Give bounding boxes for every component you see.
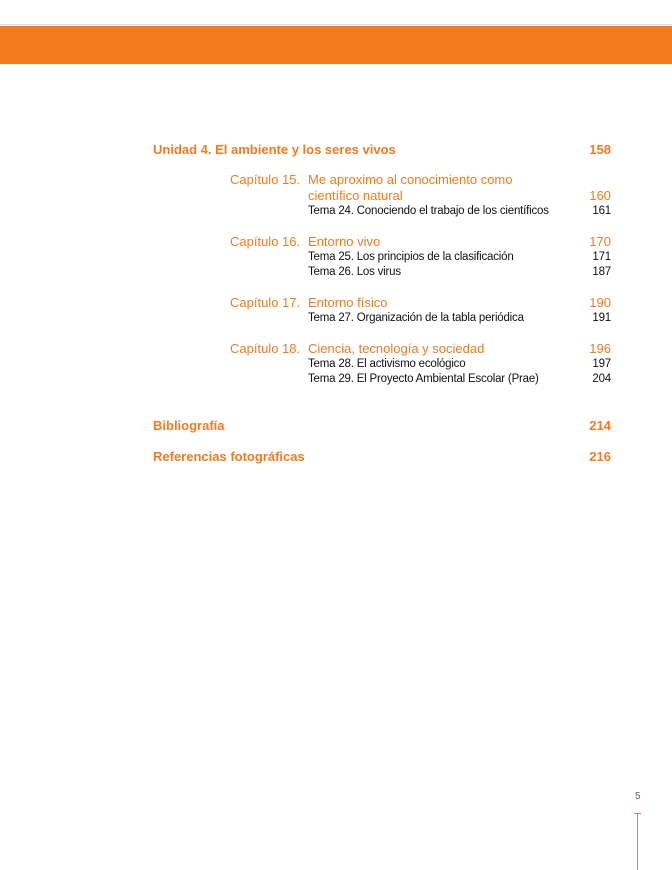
topic-label: Tema 27. Organización de la tabla periódica — [308, 312, 524, 324]
topic-label: Tema 29. El Proyecto Ambiental Escolar (Prae) — [308, 373, 539, 385]
chapter-number: Capítulo 15. — [230, 172, 301, 187]
chapter-number: Capítulo 18. — [230, 341, 301, 356]
toc-photo-references[interactable] — [153, 449, 611, 467]
page-marker-line — [637, 813, 638, 870]
back-matter-page: 216 — [589, 449, 611, 464]
toc-topic-27[interactable] — [308, 312, 611, 327]
chapter-page: 170 — [589, 234, 611, 249]
toc-unit-4[interactable] — [153, 142, 611, 160]
toc-bibliography[interactable] — [153, 418, 611, 436]
topic-label: Tema 25. Los principios de la clasificación — [308, 251, 514, 263]
chapter-title: Ciencia, tecnología y sociedad — [308, 341, 485, 356]
chapter-title-line1: Me aproximo al conocimiento como — [308, 172, 513, 187]
chapter-page: 160 — [589, 188, 611, 203]
toc-topic-28[interactable] — [308, 358, 611, 373]
toc-topic-24[interactable] — [308, 205, 611, 220]
chapter-number: Capítulo 16. — [230, 234, 301, 249]
chapter-title — [308, 172, 548, 204]
toc-chapter-17[interactable] — [230, 295, 611, 311]
back-matter-label: Referencias fotográficas — [153, 449, 305, 464]
chapter-page: 196 — [589, 341, 611, 356]
topic-page: 191 — [592, 312, 611, 324]
topic-page: 204 — [592, 373, 611, 385]
header-band — [0, 26, 672, 64]
chapter-title: Entorno físico — [308, 295, 388, 310]
topic-label: Tema 24. Conociendo el trabajo de los científicos — [308, 205, 549, 217]
chapter-title: Entorno vivo — [308, 234, 381, 249]
topic-page: 171 — [592, 251, 611, 263]
header-rule — [0, 24, 672, 25]
topic-page: 161 — [592, 205, 611, 217]
chapter-page: 190 — [589, 295, 611, 310]
toc-unit-label: Unidad 4. El ambiente y los seres vivos — [153, 142, 396, 157]
topic-page: 197 — [592, 358, 611, 370]
toc-unit-page: 158 — [589, 142, 611, 157]
topic-label: Tema 26. Los virus — [308, 266, 401, 278]
topic-label: Tema 28. El activismo ecológico — [308, 358, 466, 370]
topic-page: 187 — [592, 266, 611, 278]
back-matter-label: Bibliografía — [153, 418, 225, 433]
toc-chapter-15[interactable] — [230, 172, 611, 204]
toc-chapter-16[interactable] — [230, 234, 611, 250]
back-matter-page: 214 — [589, 418, 611, 433]
chapter-number: Capítulo 17. — [230, 295, 301, 310]
toc-topic-25[interactable] — [308, 251, 611, 266]
toc-topic-26[interactable] — [308, 266, 611, 281]
chapter-title-line2: científico natural — [308, 188, 403, 203]
toc-topic-29[interactable] — [308, 373, 611, 388]
toc-chapter-18[interactable] — [230, 341, 611, 357]
page-number: 5 — [635, 791, 641, 802]
